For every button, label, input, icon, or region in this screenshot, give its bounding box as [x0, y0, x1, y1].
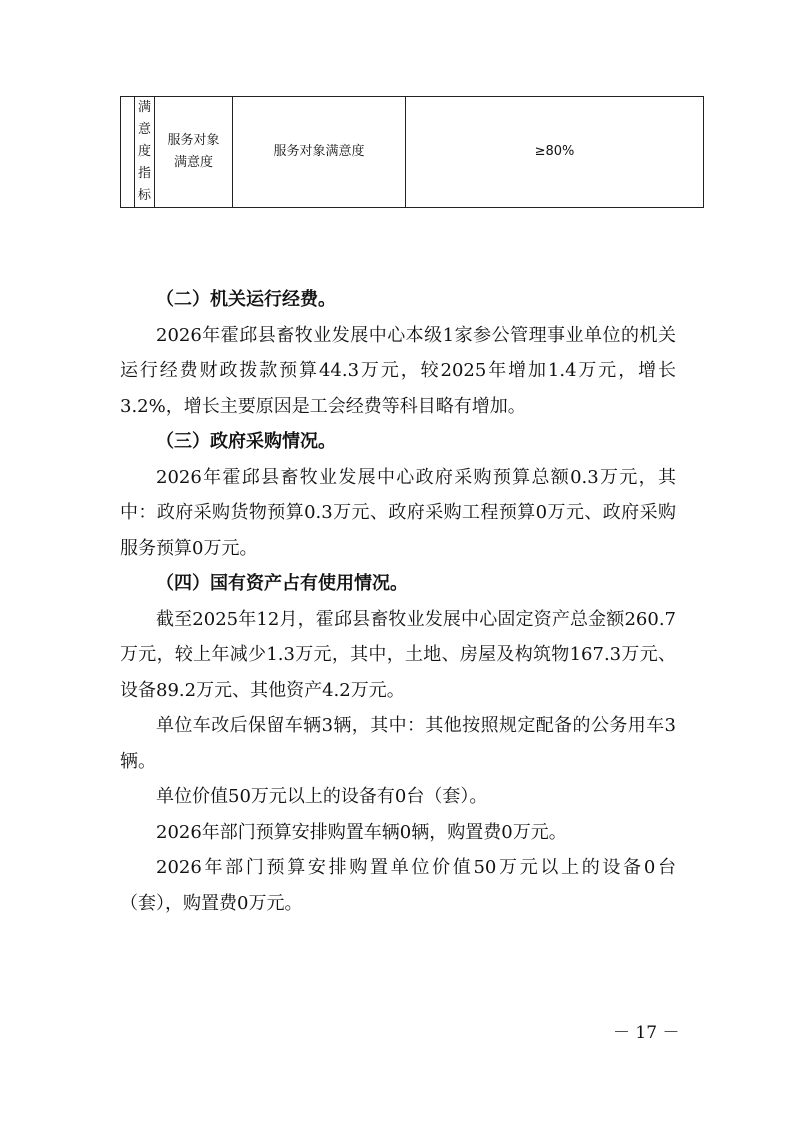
document-body — [120, 282, 676, 921]
indicator-cell: 服务对象满意度 — [233, 97, 406, 208]
paragraph-operating-funds: 2026年霍邱县畜牧业发展中心本级1家参公管理事业单位的机关运行经费财政拨款预算44.3万元，较2025年增加1.4万元，增长3.2%，增长主要原因是工会经费等科目略有增加。 — [120, 324, 676, 417]
paragraph-vehicle-purchase: 2026年部门预算安排购置车辆0辆，购置费0万元。 — [156, 821, 567, 843]
paragraph-procurement: 2026年霍邱县畜牧业发展中心政府采购预算总额0.3万元，其中：政府采购货物预算0.3万元、政府采购工程预算0万元、政府采购服务预算0万元。 — [120, 466, 676, 559]
table-row — [121, 97, 704, 208]
level1-cell — [121, 97, 135, 208]
section-heading-4: （四）国有资产占有使用情况。 — [156, 573, 408, 594]
target-cell: ≥80% — [406, 97, 704, 208]
page-number: － 17 － — [613, 1023, 680, 1043]
performance-table — [120, 96, 704, 208]
level2-cell — [135, 97, 155, 208]
section-heading-2: （二）机关运行经费。 — [156, 289, 336, 310]
level2-text: 满意度指标 — [137, 100, 151, 203]
paragraph-assets: 截至2025年12月，霍邱县畜牧业发展中心固定资产总金额260.7万元，较上年减少1.3万元，其中，土地、房屋及构筑物167.3万元、设备89.2万元、其他资产4.2万元。 — [120, 608, 676, 701]
level3-cell — [155, 97, 233, 208]
level3-text: 服务对象满意度 — [167, 133, 220, 170]
paragraph-equipment-purchase: 2026年部门预算安排购置单位价值50万元以上的设备0台（套），购置费0万元。 — [120, 857, 676, 914]
section-heading-3: （三）政府采购情况。 — [156, 431, 336, 452]
paragraph-equipment: 单位价值50万元以上的设备有0台（套）。 — [156, 786, 488, 807]
paragraph-vehicles: 单位车改后保留车辆3辆，其中：其他按照规定配备的公务用车3辆。 — [120, 715, 676, 772]
